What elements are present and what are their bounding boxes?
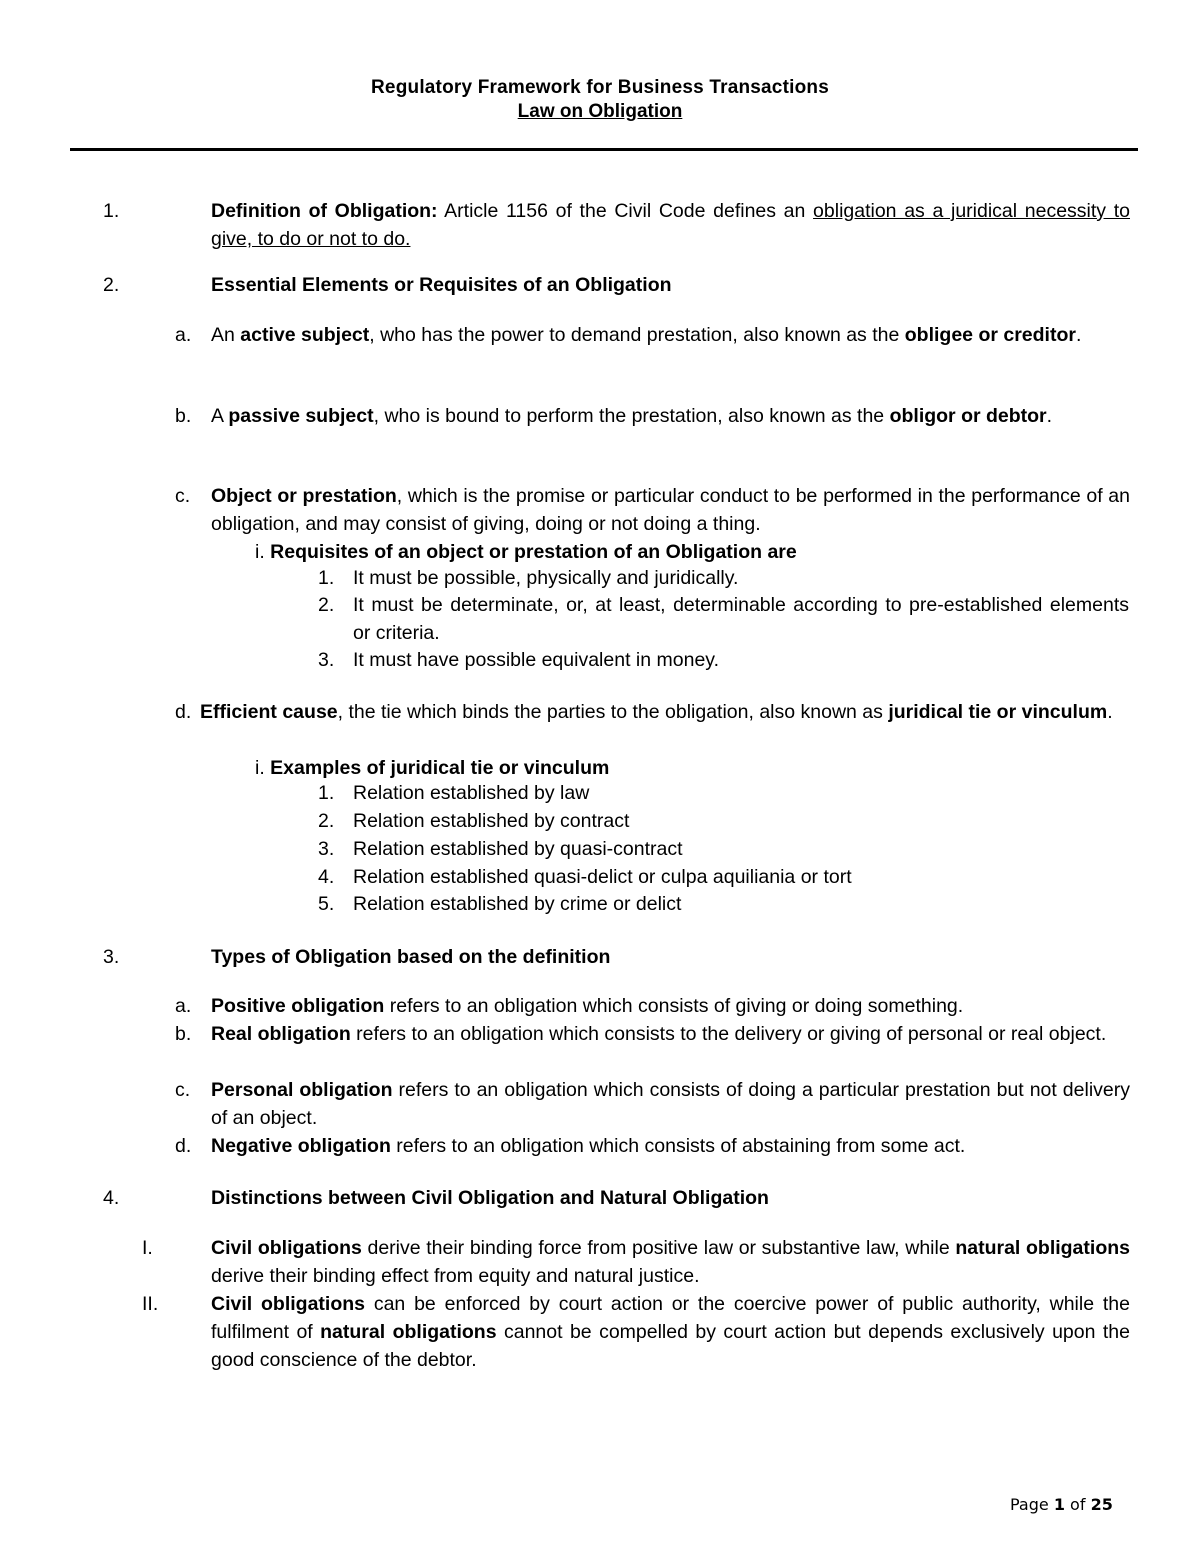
list-item: Relation established by contract [353,810,630,832]
section-4-i-text [211,1234,1130,1290]
header-divider [70,148,1138,151]
text-run: , the tie which binds the parties to the obligation, also known as [337,701,889,723]
bold-term: Personal obligation [211,1079,393,1101]
text-run: refers to an obligation which consists to the delivery or giving of personal or real object. [350,1023,1107,1045]
bold-term: Negative obligation [211,1135,391,1157]
section-3-b-letter: b. [175,1023,192,1045]
section-2-number: 2. [103,274,120,296]
section-2-heading: Essential Elements or Requisites of an Obligation [211,274,672,296]
current-page: 1 [1053,1495,1065,1514]
list-item-number: 2. [318,594,335,616]
sub-number: i. [255,757,265,779]
list-item-number: 1. [318,782,335,804]
text-run: An [211,324,241,346]
section-3-heading: Types of Obligation based on the definition [211,946,611,968]
section-1-number: 1. [103,200,120,222]
text-run: , which is the promise or particular conduct to be performed in the performance of an obligation, and may consist of giving, doing or not doing a thing. [211,485,1130,535]
section-2-d-sub-number [255,754,609,782]
section-3-d-letter: d. [175,1135,192,1157]
text-run: cannot be compelled by court action but depends exclusively upon the good conscience of the debtor. [211,1321,1130,1371]
footer-of-word: of [1064,1495,1091,1514]
section-2-c-text [211,482,1130,538]
section-4-number: 4. [103,1187,120,1209]
bold-term: Positive obligation [211,995,385,1017]
text-run: , who has the power to demand prestation, also known as the [369,324,905,346]
text-run: . [1075,324,1082,346]
bold-term: Real obligation [211,1023,351,1045]
section-2-d-letter: d. [175,701,192,723]
list-item-number: 2. [318,810,335,832]
section-2-c-sub-number [255,538,797,566]
text-run: derive their binding effect from equity and natural justice. [211,1265,700,1287]
list-item: Relation established by quasi-contract [353,838,683,860]
total-pages: 25 [1090,1495,1113,1514]
section-2-b-text [211,402,1130,430]
bold-term: natural obligations [320,1321,497,1343]
bold-term: juridical tie or vinculum [888,701,1108,723]
section-3-d-text [211,1132,1130,1160]
list-item: Relation established by law [353,782,590,804]
section-3-c-letter: c. [175,1079,191,1101]
section-3-a-text [211,992,1130,1020]
bold-term: obligee or creditor [904,324,1076,346]
section-2-b-letter: b. [175,405,192,427]
list-item-number: 4. [318,866,335,888]
footer-page-word: Page [1010,1495,1054,1514]
section-4-i-number: I. [142,1237,153,1259]
list-item: It must have possible equivalent in money. [353,649,720,671]
page-number-footer [1010,1494,1113,1516]
text-run: derive their binding force from positive law or substantive law, while [361,1237,956,1259]
document-header [0,76,1200,124]
text-run: . [1107,701,1113,723]
section-4-ii-number: II. [142,1293,159,1315]
list-item: It must be determinate, or, at least, determinable according to pre-established elements or criteria. [353,594,1129,644]
bold-term: Efficient cause [200,701,338,723]
section-3-b-text [211,1020,1130,1048]
text-run: , who is bound to perform the prestation, also known as the [373,405,890,427]
text-run: A [211,405,229,427]
bold-term: Civil obligations [211,1293,365,1315]
list-item-number: 3. [318,838,335,860]
section-3-c-text [211,1076,1130,1132]
section-2-a-text [211,321,1130,349]
list-item-number: 1. [318,567,335,589]
text-run: refers to an obligation which consists of giving or doing something. [384,995,964,1017]
sub-number: i. [255,541,265,563]
section-4-ii-text [211,1290,1130,1374]
bold-term: active subject [240,324,370,346]
text-run: can be enforced by court action or the coercive power of public authority, while the fulfilment of [211,1293,1130,1343]
bold-term: Object or prestation [211,485,397,507]
bold-term: Civil obligations [211,1237,362,1259]
section-2-d-sub-heading: Examples of juridical tie or vinculum [270,757,610,779]
bold-term: passive subject [228,405,374,427]
document-subtitle: Law on Obligation [517,101,683,122]
section-2-a-letter: a. [175,324,192,346]
document-title: Regulatory Framework for Business Transactions [371,77,829,98]
section-1-definition [211,197,1130,253]
section-3-a-letter: a. [175,995,192,1017]
bold-term: obligor or debtor [889,405,1047,427]
list-item-number: 3. [318,649,335,671]
section-3-number: 3. [103,946,120,968]
section-2-c-letter: c. [175,485,191,507]
text-run: . [1046,405,1053,427]
text-run: refers to an obligation which consists of abstaining from some act. [390,1135,966,1157]
section-1-underlined: obligation as a juridical necessity to give, to do or not to do. [211,200,1130,250]
section-1-text: Article 1156 of the Civil Code defines an [437,200,814,222]
section-2-d-text [200,698,1130,726]
list-item-number: 5. [318,893,335,915]
list-item: Relation established by crime or delict [353,893,682,915]
section-1-label: Definition of Obligation: [211,200,438,222]
bold-term: natural obligations [955,1237,1130,1259]
list-item: Relation established quasi-delict or culpa aquiliania or tort [353,866,852,888]
list-item: It must be possible, physically and juridically. [353,567,739,589]
section-2-c-sub-heading: Requisites of an object or prestation of an Obligation are [270,541,797,563]
text-run: refers to an obligation which consists of doing a particular prestation but not delivery of an object. [211,1079,1130,1129]
section-4-heading: Distinctions between Civil Obligation and Natural Obligation [211,1187,769,1209]
